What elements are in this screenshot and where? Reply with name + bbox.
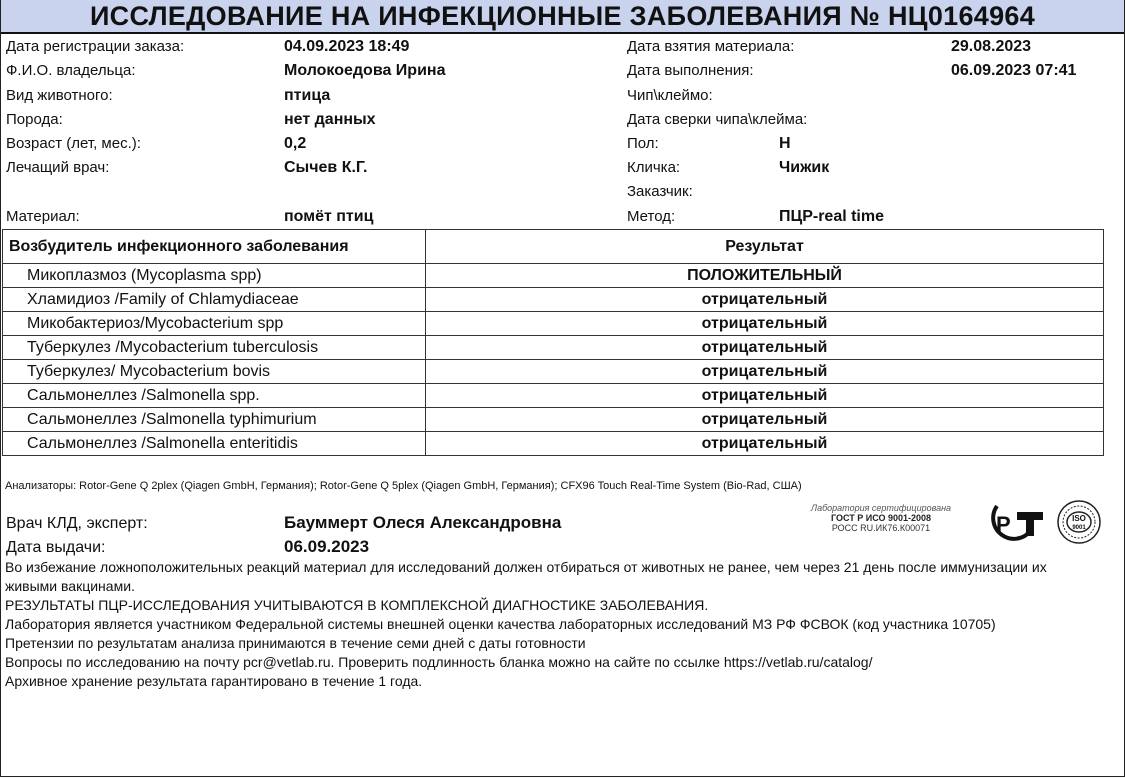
- value-sampling-date: 29.08.2023: [951, 38, 1032, 55]
- cert-line-1: Лаборатория сертифицирована: [810, 503, 952, 513]
- label-sampling-date: Дата взятия материала:: [627, 38, 795, 55]
- svg-text:9001: 9001: [1072, 525, 1086, 531]
- result-cell: отрицательный: [426, 360, 1104, 384]
- header-pathogen: Возбудитель инфекционного заболевания: [3, 230, 426, 264]
- svg-text:Р: Р: [996, 512, 1011, 537]
- cert-line-3: РОСС RU.ИК76.К00071: [831, 523, 931, 533]
- pathogen-cell: Сальмонеллез /Salmonella spp.: [3, 384, 426, 408]
- result-cell: отрицательный: [426, 312, 1104, 336]
- pathogen-cell: Сальмонеллез /Salmonella typhimurium: [3, 408, 426, 432]
- label-registration-date: Дата регистрации заказа:: [6, 38, 185, 55]
- table-row: [3, 264, 1104, 288]
- label-breed: Порода:: [6, 111, 63, 128]
- note-complex-diagnostics: РЕЗУЛЬТАТЫ ПЦР-ИССЛЕДОВАНИЯ УЧИТЫВАЮТСЯ В КОМПЛЕКСНОЙ ДИАГНОСТИКЕ ЗАБОЛЕВАНИЯ.: [5, 597, 709, 613]
- value-owner-name: Молокоедова Ирина: [284, 62, 446, 79]
- value-animal-type: птица: [284, 87, 331, 104]
- label-method: Метод:: [627, 208, 676, 225]
- label-expert: Врач КЛД, эксперт:: [6, 515, 148, 532]
- value-material: помёт птиц: [284, 208, 374, 225]
- pathogen-cell: Микоплазмоз (Mycoplasma spp): [3, 264, 426, 288]
- table-row: [3, 432, 1104, 456]
- pathogen-cell: Микобактериоз/Mycobacterium spp: [3, 312, 426, 336]
- result-cell: отрицательный: [426, 336, 1104, 360]
- table-row: [3, 288, 1104, 312]
- result-cell: отрицательный: [426, 408, 1104, 432]
- value-sex: Н: [779, 135, 791, 152]
- label-chip-check-date: Дата сверки чипа\клейма:: [627, 111, 808, 128]
- note-vaccination: Во избежание ложноположительных реакций материал для исследований должен отбираться от животных не ранее, чем через 21 день после иммунизации их живыми вакцинами.: [5, 559, 1047, 594]
- pathogen-cell: Сальмонеллез /Salmonella enteritidis: [3, 432, 426, 456]
- pathogen-cell: Хламидиоз /Family of Chlamydiaceae: [3, 288, 426, 312]
- certification-text: [781, 503, 981, 533]
- rst-certification-logo-icon: [987, 500, 1045, 544]
- value-registration-date: 04.09.2023 18:49: [284, 38, 410, 55]
- value-completion-date: 06.09.2023 07:41: [951, 62, 1077, 79]
- label-material: Материал:: [6, 208, 80, 225]
- cert-line-2: ГОСТ Р ИСО 9001-2008: [830, 513, 932, 523]
- value-breed: нет данных: [284, 111, 376, 128]
- result-cell: отрицательный: [426, 432, 1104, 456]
- label-issue-date: Дата выдачи:: [6, 539, 106, 556]
- svg-text:ISO: ISO: [1072, 514, 1086, 523]
- note-claims: Претензии по результатам анализа принимаются в течение семи дней с даты готовности: [5, 635, 586, 651]
- result-cell: отрицательный: [426, 288, 1104, 312]
- pathogen-cell: Туберкулез /Mycobacterium tuberculosis: [3, 336, 426, 360]
- label-pet-name: Кличка:: [627, 159, 681, 176]
- value-doctor: Сычев К.Г.: [284, 159, 368, 176]
- note-archive: Архивное хранение результата гарантировано в течение 1 года.: [5, 673, 423, 689]
- label-owner-name: Ф.И.О. владельца:: [6, 62, 136, 79]
- label-customer: Заказчик:: [627, 183, 693, 200]
- table-row: [3, 384, 1104, 408]
- label-completion-date: Дата выполнения:: [627, 62, 754, 79]
- report-title: ИССЛЕДОВАНИЕ НА ИНФЕКЦИОННЫЕ ЗАБОЛЕВАНИЯ № НЦ0164964: [1, 0, 1124, 34]
- table-row: [3, 360, 1104, 384]
- value-pet-name: Чижик: [779, 159, 830, 176]
- label-animal-type: Вид животного:: [6, 87, 113, 104]
- label-age: Возраст (лет, мес.):: [6, 135, 141, 152]
- table-row: [3, 312, 1104, 336]
- table-row: [3, 336, 1104, 360]
- label-chip: Чип\клеймо:: [627, 87, 713, 104]
- disclaimer-notes: [5, 558, 1095, 691]
- value-issue-date: 06.09.2023: [284, 537, 370, 556]
- label-sex: Пол:: [627, 135, 659, 152]
- result-cell: отрицательный: [426, 384, 1104, 408]
- table-row: [3, 408, 1104, 432]
- results-table: [2, 229, 1104, 456]
- table-header-row: [3, 230, 1104, 264]
- value-method: ПЦР-real time: [779, 208, 884, 225]
- value-expert-name: Бауммерт Олеся Александровна: [284, 513, 562, 532]
- value-age: 0,2: [284, 135, 307, 152]
- header-result: Результат: [426, 230, 1104, 264]
- iso-9001-logo-icon: [1056, 499, 1102, 545]
- label-doctor: Лечащий врач:: [6, 159, 110, 176]
- note-contact: Вопросы по исследованию на почту pcr@vetlab.ru. Проверить подлинность бланка можно на сайте по ссылке https://vetlab.ru/catalog/: [5, 654, 873, 670]
- pathogen-cell: Туберкулез/ Mycobacterium bovis: [3, 360, 426, 384]
- analyzers-note: Анализаторы: Rotor-Gene Q 2plex (Qiagen GmbH, Германия); Rotor-Gene Q 5plex (Qiagen GmbH, Германия); CFX96 Touch Real-Time System (Bio-Rad, США): [5, 480, 802, 492]
- note-fsvok: Лаборатория является участником Федеральной системы внешней оценки качества лабораторных исследований МЗ РФ ФСВОК (код участника 10705): [5, 616, 996, 632]
- result-cell: ПОЛОЖИТЕЛЬНЫЙ: [426, 264, 1104, 288]
